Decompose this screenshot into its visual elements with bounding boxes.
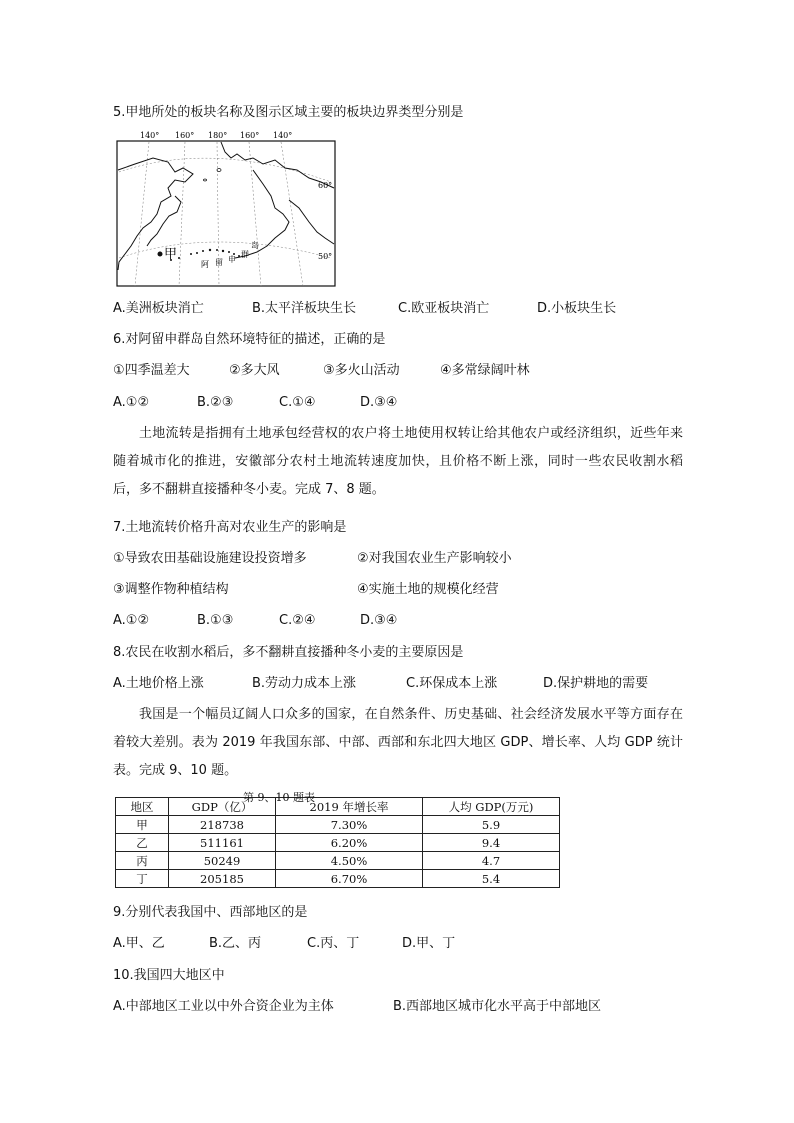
table-cell: 4.7 xyxy=(423,852,560,870)
q7-item-2: ②对我国农业生产影响较小 xyxy=(357,551,512,566)
q8-option-b[interactable]: B.劳动力成本上涨 xyxy=(252,676,357,691)
aleutian-map xyxy=(113,130,341,290)
q8-option-a[interactable]: A.土地价格上涨 xyxy=(113,676,204,691)
q9-option-d[interactable]: D.甲、丁 xyxy=(402,936,456,951)
q7-option-b[interactable]: B.①③ xyxy=(197,613,234,628)
q8-stem: 8.农民在收割水稻后，多不翻耕直接播种冬小麦的主要原因是 xyxy=(113,645,464,660)
gdp-table-header-region: 地区 xyxy=(116,798,169,816)
q9-option-b[interactable]: B.乙、丙 xyxy=(209,936,262,951)
island-label-liu: 留 xyxy=(215,258,223,267)
table-cell: 6.20% xyxy=(276,834,423,852)
table-cell: 205185 xyxy=(169,870,276,888)
q5-option-b[interactable]: B.太平洋板块生长 xyxy=(252,301,357,316)
q7-option-d[interactable]: D.③④ xyxy=(360,613,398,628)
table-cell: 乙 xyxy=(116,834,169,852)
map-tick-right-0: 60° xyxy=(318,181,333,190)
q5-option-d[interactable]: D.小板块生长 xyxy=(537,301,617,316)
q7-option-a[interactable]: A.①② xyxy=(113,613,150,628)
map-tick-top-0: 140° xyxy=(140,131,160,140)
q6-stem: 6.对阿留申群岛自然环境特征的描述，正确的是 xyxy=(113,332,386,347)
table-cell: 丙 xyxy=(116,852,169,870)
island-label-dao: 岛 xyxy=(251,241,259,250)
point-jia-label: 甲 xyxy=(164,247,178,262)
table-cell: 甲 xyxy=(116,816,169,834)
q7-stem: 7.土地流转价格升高对农业生产的影响是 xyxy=(113,520,347,535)
q7-item-4: ④实施土地的规模化经营 xyxy=(357,582,499,597)
q9-option-a[interactable]: A.甲、乙 xyxy=(113,936,165,951)
passage-land-transfer xyxy=(113,420,683,504)
q6-item-2: ②多大风 xyxy=(229,363,280,378)
q6-item-1: ①四季温差大 xyxy=(113,363,190,378)
q8-option-c[interactable]: C.环保成本上涨 xyxy=(406,676,498,691)
passage-land-transfer-text: 土地流转是指拥有土地承包经营权的农户将土地使用权转让给其他农户或经济组织，近些年来随着城市化的推进，安徽部分农村土地流转速度加快，且价格不断上涨，同时一些农民收割水稻后，多不翻耕直接播种冬小麦。完成 7、8 题。 xyxy=(113,426,683,497)
island-label-a: 阿 xyxy=(201,260,209,269)
gdp-table-header-row xyxy=(116,798,560,816)
map-tick-top-4: 140° xyxy=(273,131,293,140)
table-cell: 6.70% xyxy=(276,870,423,888)
gdp-table xyxy=(115,797,560,888)
table-cell: 511161 xyxy=(169,834,276,852)
q9-option-c[interactable]: C.丙、丁 xyxy=(307,936,360,951)
table-row xyxy=(116,852,560,870)
q6-option-a[interactable]: A.①② xyxy=(113,395,150,410)
q7-item-3: ③调整作物种植结构 xyxy=(113,582,229,597)
map-tick-right-1: 50° xyxy=(318,252,333,261)
gdp-table-caption: 第 9、10 题表 xyxy=(243,791,315,804)
q10-option-a[interactable]: A.中部地区工业以中外合资企业为主体 xyxy=(113,999,334,1014)
table-cell: 50249 xyxy=(169,852,276,870)
q6-option-d[interactable]: D.③④ xyxy=(360,395,398,410)
q6-option-b[interactable]: B.②③ xyxy=(197,395,234,410)
q6-item-3: ③多火山活动 xyxy=(323,363,400,378)
island-label-qun: 群 xyxy=(241,250,249,259)
table-row xyxy=(116,816,560,834)
gdp-table-header-growth: 2019 年增长率 xyxy=(276,798,423,816)
island-label-shen: 申 xyxy=(228,255,236,264)
table-row xyxy=(116,834,560,852)
q6-option-c[interactable]: C.①④ xyxy=(279,395,316,410)
passage-regions-text: 我国是一个幅员辽阔人口众多的国家，在自然条件、历史基础、社会经济发展水平等方面存在着较大差别。表为 2019 年我国东部、中部、西部和东北四大地区 GDP、增长率、人均 GDP 统计表。完成 9、10 题。 xyxy=(113,707,683,778)
table-cell: 丁 xyxy=(116,870,169,888)
table-cell: 5.9 xyxy=(423,816,560,834)
gdp-table-header-gdp: GDP（亿） xyxy=(169,798,276,816)
q9-stem: 9.分别代表我国中、西部地区的是 xyxy=(113,905,308,920)
q6-item-4: ④多常绿阔叶林 xyxy=(440,363,530,378)
q10-stem: 10.我国四大地区中 xyxy=(113,968,225,983)
table-cell: 4.50% xyxy=(276,852,423,870)
table-cell: 7.30% xyxy=(276,816,423,834)
q8-option-d[interactable]: D.保护耕地的需要 xyxy=(543,676,649,691)
q7-option-c[interactable]: C.②④ xyxy=(279,613,316,628)
map-tick-top-3: 160° xyxy=(240,131,260,140)
q5-option-c[interactable]: C.欧亚板块消亡 xyxy=(398,301,490,316)
passage-regions xyxy=(113,701,683,785)
q10-option-b[interactable]: B.西部地区城市化水平高于中部地区 xyxy=(393,999,602,1014)
gdp-table-header-per-capita: 人均 GDP(万元) xyxy=(423,798,560,816)
point-jia-marker xyxy=(158,252,163,257)
map-tick-top-2: 180° xyxy=(208,131,228,140)
table-cell: 218738 xyxy=(169,816,276,834)
q5-stem: 5.甲地所处的板块名称及图示区域主要的板块边界类型分别是 xyxy=(113,105,464,120)
table-cell: 5.4 xyxy=(423,870,560,888)
map-tick-top-1: 160° xyxy=(175,131,195,140)
q7-item-1: ①导致农田基础设施建设投资增多 xyxy=(113,551,307,566)
table-cell: 9.4 xyxy=(423,834,560,852)
table-row xyxy=(116,870,560,888)
q5-option-a[interactable]: A.美洲板块消亡 xyxy=(113,301,204,316)
